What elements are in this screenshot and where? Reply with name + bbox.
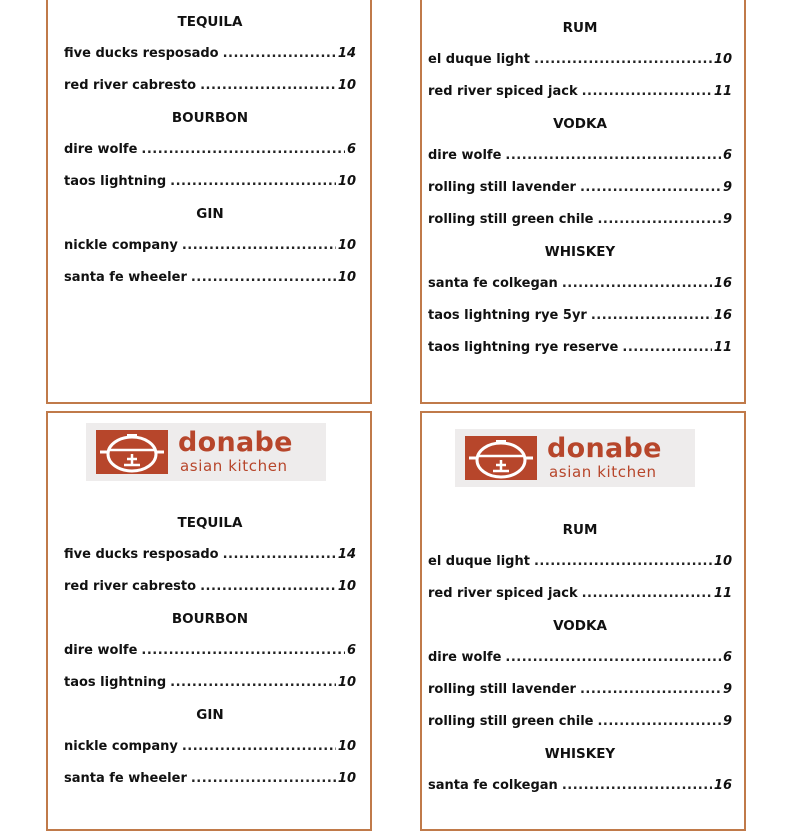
menu-list bbox=[64, 12, 356, 288]
donabe-pot-icon bbox=[96, 430, 168, 474]
menu-list bbox=[64, 513, 356, 789]
donabe-logo bbox=[455, 429, 695, 487]
section-heading-whiskey: WHISKEY bbox=[544, 746, 616, 762]
logo-brand: donabe bbox=[547, 433, 662, 464]
menu-item bbox=[428, 552, 732, 572]
menu-item bbox=[428, 178, 732, 198]
item-price: 11 bbox=[713, 84, 732, 99]
item-price: 9 bbox=[722, 714, 732, 729]
item-price: 10 bbox=[337, 78, 356, 93]
dot-leader bbox=[562, 776, 712, 796]
dot-leader bbox=[141, 140, 345, 160]
menu-item bbox=[428, 146, 732, 166]
item-price: 10 bbox=[337, 771, 356, 786]
item-price: 9 bbox=[722, 212, 732, 227]
menu-card-bottom-right bbox=[420, 411, 746, 831]
item-name: nickle company bbox=[64, 238, 178, 253]
menu-item bbox=[64, 140, 356, 160]
dot-leader bbox=[597, 210, 720, 230]
item-price: 11 bbox=[713, 340, 732, 355]
item-name: rolling still lavender bbox=[428, 682, 576, 697]
dot-leader bbox=[582, 82, 712, 102]
item-name: rolling still green chile bbox=[428, 714, 594, 729]
menu-item bbox=[428, 712, 732, 732]
dot-leader bbox=[534, 50, 712, 70]
item-price: 6 bbox=[346, 643, 356, 658]
item-price: 9 bbox=[722, 682, 732, 697]
dot-leader bbox=[223, 545, 336, 565]
item-price: 10 bbox=[337, 579, 356, 594]
item-name: rolling still green chile bbox=[428, 212, 594, 227]
item-name: taos lightning bbox=[64, 174, 167, 189]
dot-leader bbox=[580, 680, 721, 700]
menu-card-bottom-left bbox=[46, 411, 372, 831]
section-heading-rum: RUM bbox=[562, 522, 598, 538]
item-price: 10 bbox=[337, 270, 356, 285]
section-heading-gin: GIN bbox=[196, 206, 224, 222]
dot-leader bbox=[170, 172, 336, 192]
item-name: santa fe wheeler bbox=[64, 270, 187, 285]
section-heading-whiskey: WHISKEY bbox=[544, 244, 616, 260]
menu-item bbox=[428, 776, 732, 796]
item-name: santa fe colkegan bbox=[428, 276, 558, 291]
menu-card-top-right bbox=[420, 0, 746, 404]
section-heading-vodka: VODKA bbox=[553, 116, 607, 132]
item-price: 10 bbox=[337, 238, 356, 253]
dot-leader bbox=[170, 673, 336, 693]
item-name: dire wolfe bbox=[428, 148, 502, 163]
dot-leader bbox=[597, 712, 720, 732]
menu-item bbox=[64, 545, 356, 565]
menu-item bbox=[64, 769, 356, 789]
menu-item bbox=[64, 236, 356, 256]
menu-card-top-left bbox=[46, 0, 372, 404]
item-name: red river spiced jack bbox=[428, 586, 578, 601]
menu-item bbox=[64, 172, 356, 192]
dot-leader bbox=[191, 268, 336, 288]
menu-item bbox=[428, 648, 732, 668]
item-name: santa fe wheeler bbox=[64, 771, 187, 786]
item-price: 10 bbox=[337, 739, 356, 754]
menu-item bbox=[64, 44, 356, 64]
menu-item bbox=[64, 673, 356, 693]
menu-list bbox=[428, 18, 732, 358]
dot-leader bbox=[182, 236, 336, 256]
item-price: 9 bbox=[722, 180, 732, 195]
dot-leader bbox=[200, 577, 336, 597]
item-price: 6 bbox=[722, 650, 732, 665]
menu-item bbox=[64, 268, 356, 288]
menu-item bbox=[428, 50, 732, 70]
dot-leader bbox=[182, 737, 336, 757]
item-price: 14 bbox=[337, 46, 356, 61]
dot-leader bbox=[141, 641, 345, 661]
menu-item bbox=[64, 577, 356, 597]
section-heading-vodka: VODKA bbox=[553, 618, 607, 634]
item-name: rolling still lavender bbox=[428, 180, 576, 195]
item-name: taos lightning bbox=[64, 675, 167, 690]
dot-leader bbox=[200, 76, 336, 96]
dot-leader bbox=[223, 44, 336, 64]
logo-brand: donabe bbox=[178, 427, 293, 458]
menu-item bbox=[64, 76, 356, 96]
item-price: 6 bbox=[346, 142, 356, 157]
dot-leader bbox=[562, 274, 712, 294]
menu-item bbox=[428, 338, 732, 358]
item-name: santa fe colkegan bbox=[428, 778, 558, 793]
item-name: taos lightning rye reserve bbox=[428, 340, 619, 355]
item-price: 16 bbox=[713, 778, 732, 793]
item-price: 16 bbox=[713, 308, 732, 323]
item-price: 16 bbox=[713, 276, 732, 291]
section-heading-tequila: TEQUILA bbox=[177, 515, 243, 531]
menu-item bbox=[428, 274, 732, 294]
item-price: 10 bbox=[337, 675, 356, 690]
dot-leader bbox=[582, 584, 712, 604]
item-name: red river spiced jack bbox=[428, 84, 578, 99]
logo-subtitle: asian kitchen bbox=[549, 463, 657, 481]
section-heading-bourbon: BOURBON bbox=[171, 611, 249, 627]
item-price: 11 bbox=[713, 586, 732, 601]
section-heading-gin: GIN bbox=[196, 707, 224, 723]
item-price: 10 bbox=[713, 52, 732, 67]
item-name: el duque light bbox=[428, 554, 530, 569]
menu-item bbox=[64, 737, 356, 757]
item-name: red river cabresto bbox=[64, 78, 197, 93]
donabe-pot-icon bbox=[465, 436, 537, 480]
dot-leader bbox=[591, 306, 712, 326]
menu-item bbox=[428, 584, 732, 604]
item-price: 10 bbox=[337, 174, 356, 189]
item-name: dire wolfe bbox=[64, 643, 138, 658]
donabe-logo bbox=[86, 423, 326, 481]
menu-item bbox=[64, 641, 356, 661]
menu-list bbox=[428, 520, 732, 796]
item-name: five ducks resposado bbox=[64, 547, 219, 562]
section-heading-rum: RUM bbox=[562, 20, 598, 36]
item-name: dire wolfe bbox=[428, 650, 502, 665]
item-name: dire wolfe bbox=[64, 142, 138, 157]
item-price: 6 bbox=[722, 148, 732, 163]
item-name: taos lightning rye 5yr bbox=[428, 308, 587, 323]
item-name: nickle company bbox=[64, 739, 178, 754]
item-name: red river cabresto bbox=[64, 579, 197, 594]
section-heading-tequila: TEQUILA bbox=[177, 14, 243, 30]
menu-item bbox=[428, 306, 732, 326]
dot-leader bbox=[505, 146, 721, 166]
dot-leader bbox=[191, 769, 336, 789]
dot-leader bbox=[622, 338, 712, 358]
logo-subtitle: asian kitchen bbox=[180, 457, 288, 475]
item-name: el duque light bbox=[428, 52, 530, 67]
dot-leader bbox=[505, 648, 721, 668]
item-price: 14 bbox=[337, 547, 356, 562]
item-price: 10 bbox=[713, 554, 732, 569]
dot-leader bbox=[580, 178, 721, 198]
item-name: five ducks resposado bbox=[64, 46, 219, 61]
dot-leader bbox=[534, 552, 712, 572]
menu-item bbox=[428, 680, 732, 700]
section-heading-bourbon: BOURBON bbox=[171, 110, 249, 126]
menu-item bbox=[428, 210, 732, 230]
menu-item bbox=[428, 82, 732, 102]
